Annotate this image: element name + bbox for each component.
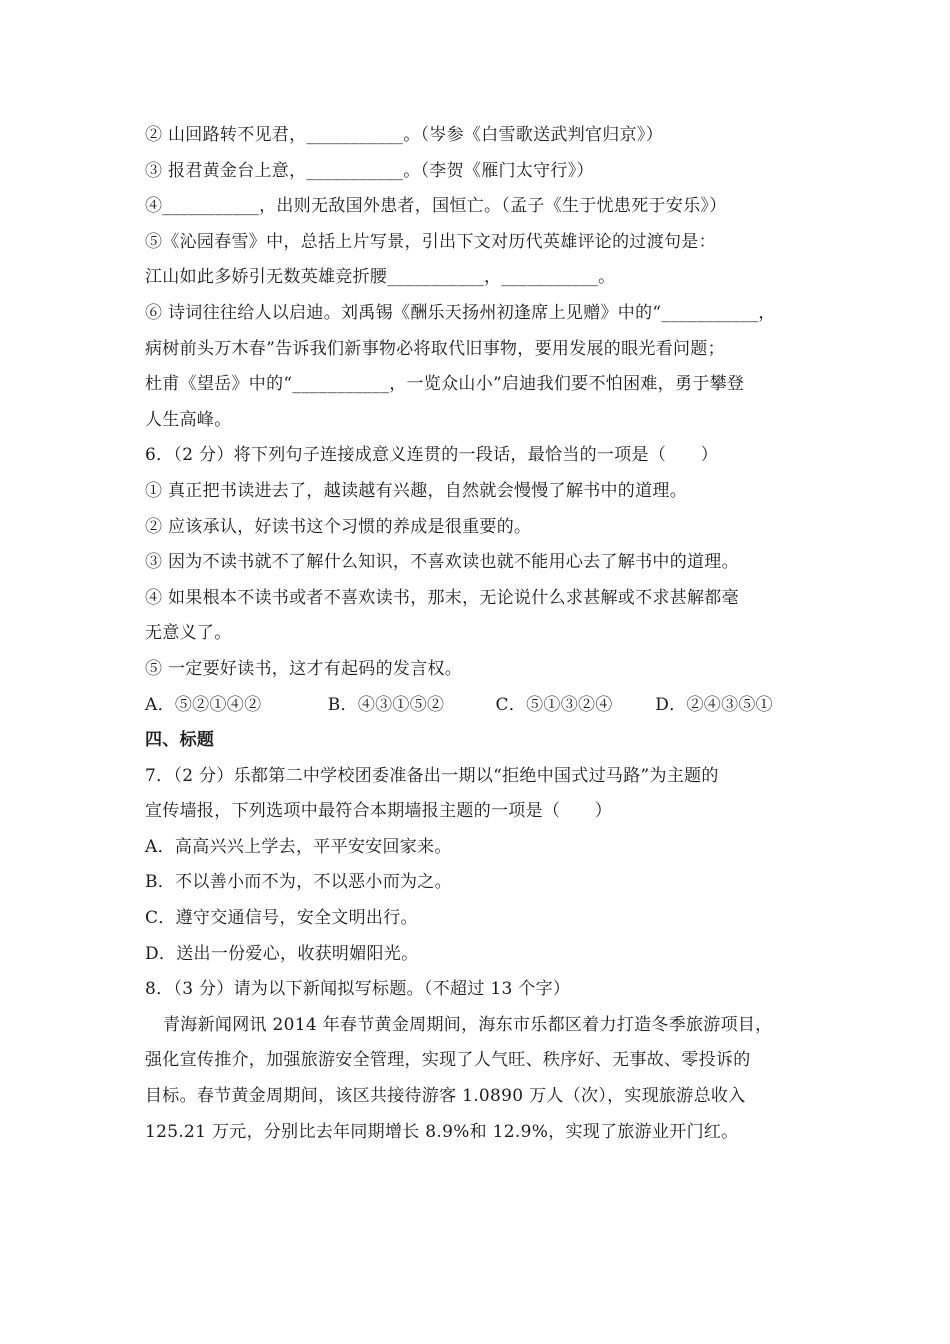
poem-fill-line-3: ③ 报君黄金台上意，___________。（李贺《雁门太守行》）	[145, 160, 594, 181]
question-7-option-a: A．高高兴兴上学去，平平安安回家来。	[145, 836, 452, 857]
question-7-option-c: C．遵守交通信号，安全文明出行。	[145, 908, 418, 929]
question-7-option-d: D．送出一份爱心，收获明媚阳光。	[145, 943, 419, 964]
question-6-stem: 6．（2 分）将下列句子连接成意义连贯的一段话，最恰当的一项是（ ）	[145, 445, 719, 466]
poem-fill-line-5-cont: 江山如此多娇引无数英雄竞折腰___________，___________。	[145, 267, 616, 288]
question-8-stem: 8．（3 分）请为以下新闻拟写标题。（不超过 13 个字）	[145, 979, 571, 1000]
news-paragraph-line-4: 125.21 万元，分别比去年同期增长 8.9%和 12.9%，实现了旅游业开门红。	[145, 1121, 739, 1142]
poem-fill-line-6: ⑥ 诗词往往给人以启迪。刘禹锡《酬乐天扬州初逢席上见赠》中的“___________，	[145, 302, 776, 323]
news-paragraph-line-3: 目标。春节黄金周期间，该区共接待游客 1.0890 万人（次），实现旅游总收入	[145, 1086, 746, 1107]
question-6-sentence-5: ⑤ 一定要好读书，这才有起码的发言权。	[145, 658, 463, 679]
question-7-option-b: B．不以善小而不为，不以恶小而为之。	[145, 872, 452, 893]
poem-fill-line-6-cont3: 人生高峰。	[145, 409, 232, 430]
news-paragraph-line-2: 强化宣传推介，加强旅游安全管理，实现了人气旺、秩序好、无事故、零投诉的	[145, 1050, 751, 1071]
question-6-sentence-3: ③ 因为不读书就不了解什么知识，不喜欢读也就不能用心去了解书中的道理。	[145, 552, 739, 573]
document-content	[145, 118, 825, 1150]
poem-fill-line-6-cont2: 杜甫《望岳》中的“___________，一览众山小”启迪我们要不怕困难，勇于攀登	[145, 374, 745, 395]
question-6-option-a: A．⑤②①④②	[145, 694, 262, 715]
question-7-stem: 7．（2 分）乐都第二中学校团委准备出一期以“拒绝中国式过马路”为主题的	[145, 765, 719, 786]
question-6-option-d: D．②④③⑤①	[655, 694, 773, 715]
question-6-option-c: C．⑤①③②④	[495, 694, 613, 715]
section-4-heading: 四、标题	[145, 730, 215, 751]
poem-fill-line-4: ④___________，出则无敌国外患者，国恒亡。（孟子《生于忧患死于安乐》）	[145, 196, 727, 217]
question-7-stem-cont: 宣传墙报，下列选项中最符合本期墙报主题的一项是（ ）	[145, 801, 613, 822]
poem-fill-line-6-cont: 病树前头万木春”告诉我们新事物必将取代旧事物，要用发展的眼光看问题；	[145, 338, 725, 359]
question-6-sentence-4-cont: 无意义了。	[145, 623, 232, 644]
poem-fill-line-5: ⑤《沁园春雪》中，总括上片写景，引出下文对历代英雄评论的过渡句是：	[145, 231, 716, 252]
question-6-option-b: B．④③①⑤②	[327, 694, 445, 715]
question-6-options	[145, 688, 825, 724]
question-6-sentence-4: ④ 如果根本不读书或者不喜欢读书，那末，无论说什么求甚解或不求甚解都毫	[145, 587, 739, 608]
poem-fill-line-2: ② 山回路转不见君，___________。（岑参《白雪歌送武判官归京》）	[145, 125, 664, 145]
question-6-sentence-2: ② 应该承认，好读书这个习惯的养成是很重要的。	[145, 516, 532, 537]
news-paragraph-line-1: 青海新闻网讯 2014 年春节黄金周期间，海东市乐都区着力打造冬季旅游项目，	[163, 1014, 773, 1035]
question-6-sentence-1: ① 真正把书读进去了，越读越有兴趣，自然就会慢慢了解书中的道理。	[145, 480, 688, 501]
